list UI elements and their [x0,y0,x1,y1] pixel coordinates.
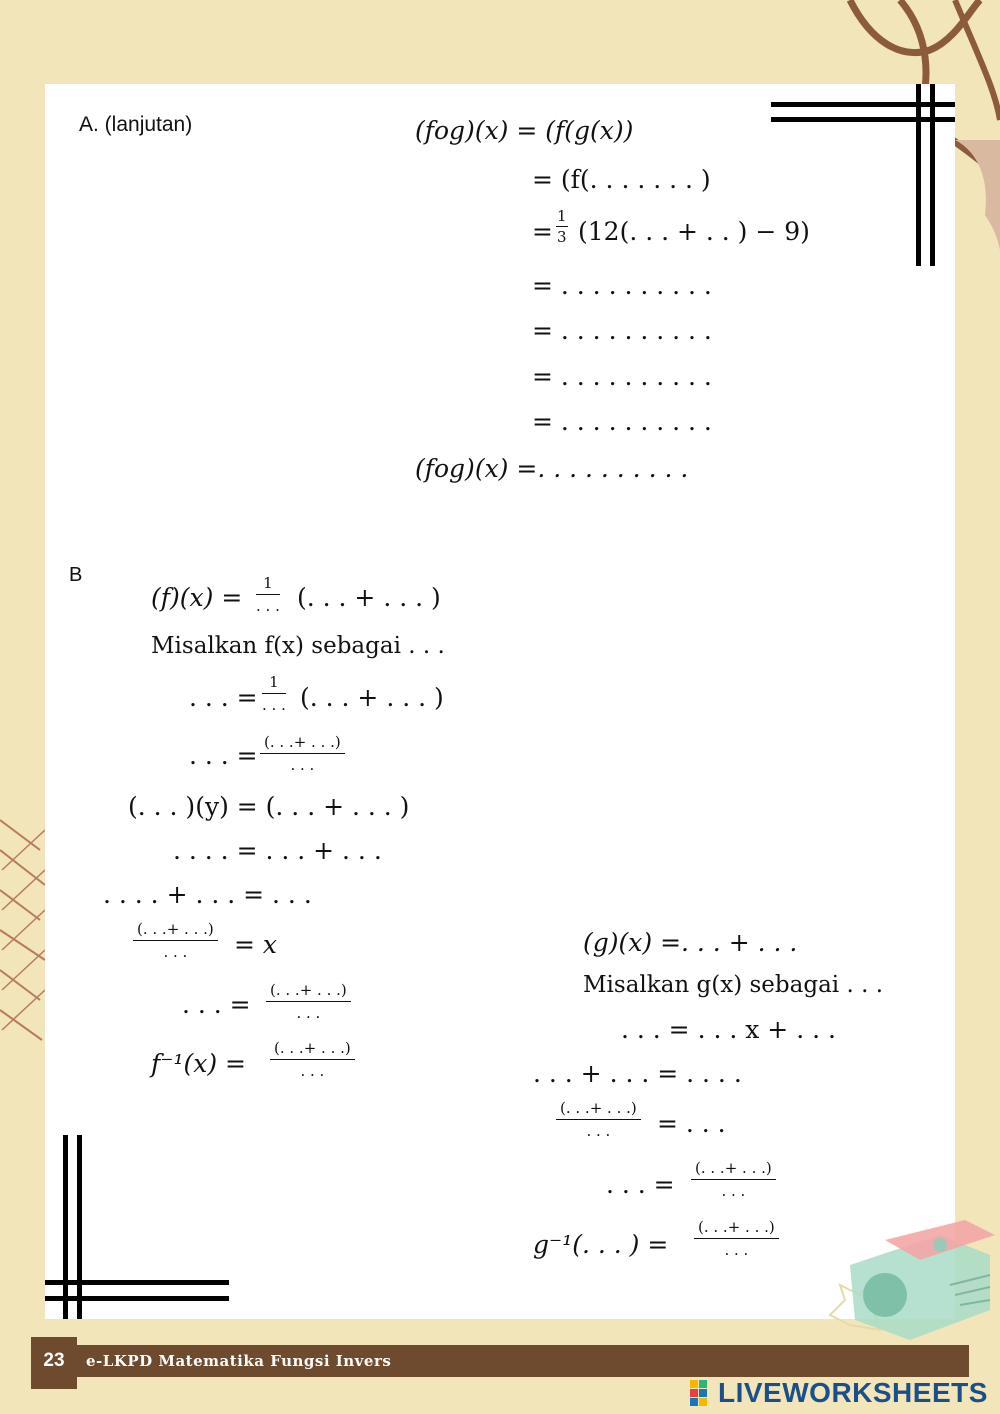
g-misalkan: Misalkan g(x) sebagai . . . [583,972,884,998]
fraction-denominator: . . . [300,1062,325,1080]
fraction-denominator: . . . [586,1122,611,1140]
corner-line [77,1135,82,1319]
corner-line [916,84,921,266]
f-line4-fraction [260,733,345,774]
f-def-left: (f)(x) = [151,583,243,612]
fraction-numerator: (. . .+ . . .) [556,1099,641,1120]
fraction-one-third [556,207,568,246]
corner-line [930,84,935,266]
worksheet-paper [45,84,955,1319]
fraction-numerator: (. . .+ . . .) [133,920,218,941]
fog-line-1: (fog)(x) = (f(g(x)) [415,116,634,145]
g-line4: . . . + . . . = . . . . [533,1059,742,1088]
g-line5-fraction [556,1099,641,1140]
f-misalkan: Misalkan f(x) sebagai . . . [151,633,445,659]
f-line3-left: . . . = [189,683,258,712]
fog-line-2: = (f(. . . . . . . ) [532,165,711,194]
page-number: 23 [43,1350,65,1371]
fraction-numerator: (. . .+ . . .) [694,1218,779,1239]
fraction-numerator: (. . .+ . . .) [260,733,345,754]
fog-line-4: = . . . . . . . . . . [532,271,712,300]
section-b-label: B [69,564,83,586]
f-line9-fraction [266,981,351,1022]
corner-line [771,117,955,122]
corner-line [63,1135,68,1319]
corner-line [45,1296,229,1301]
g-line3: . . . = . . . x + . . . [621,1015,836,1044]
corner-line [771,102,955,107]
g-line6-fraction [691,1159,776,1200]
g-line5-right: = . . . [657,1109,726,1138]
fraction-denominator: . . . [262,696,286,714]
fog-line-3-eq: = [532,217,553,246]
fraction-denominator: 3 [557,228,567,246]
liveworksheets-logo-icon [690,1380,716,1406]
fraction-denominator: . . . [724,1241,749,1259]
fog-line-3-expr: (12(. . . + . . ) − 9) [578,217,810,246]
corner-line [45,1280,229,1285]
section-a-heading: A. (lanjutan) [79,113,193,136]
fraction-numerator: (. . .+ . . .) [691,1159,776,1180]
f-inverse-left: f⁻¹(x) = [151,1049,246,1078]
f-line7: . . . . + . . . = . . . [103,880,312,909]
g-inverse-left: g⁻¹(. . . ) = [533,1230,669,1259]
g-inverse-fraction [694,1218,779,1259]
f-line3-right: (. . . + . . . ) [300,683,444,712]
fraction-numerator: 1 [262,673,286,694]
sharpener-illustration-icon [790,1215,1000,1345]
f-line6: . . . . = . . . + . . . [173,836,382,865]
g-def: (g)(x) =. . . + . . . [583,928,798,957]
f-line3-fraction [262,673,286,714]
fraction-denominator: . . . [721,1182,746,1200]
fraction-denominator: . . . [163,943,188,961]
f-def-right: (. . . + . . . ) [297,583,441,612]
fraction-numerator: (. . .+ . . .) [266,981,351,1002]
fraction-denominator: . . . [256,597,280,615]
fraction-numerator: (. . .+ . . .) [270,1039,355,1060]
f-line4-left: . . . = [189,741,258,770]
f-line5: (. . . )(y) = (. . . + . . . ) [128,792,410,821]
fog-line-5: = . . . . . . . . . . [532,316,712,345]
f-inverse-fraction [270,1039,355,1080]
fraction-numerator: 1 [256,574,280,595]
fog-result: (fog)(x) =. . . . . . . . . . [415,454,689,483]
fog-line-6: = . . . . . . . . . . [532,362,712,391]
fog-line-7: = . . . . . . . . . . [532,407,712,436]
f-def-fraction [256,574,280,615]
fraction-denominator: . . . [296,1004,321,1022]
f-line9-left: . . . = [182,990,251,1019]
fraction-numerator: 1 [557,207,567,225]
g-line6-left: . . . = [606,1170,675,1199]
footer-title: e-LKPD Matematika Fungsi Invers [86,1352,392,1370]
f-line8-fraction [133,920,218,961]
fraction-denominator: . . . [290,756,315,774]
liveworksheets-watermark: LIVEWORKSHEETS [718,1377,988,1408]
f-line8-right: = x [234,930,277,959]
